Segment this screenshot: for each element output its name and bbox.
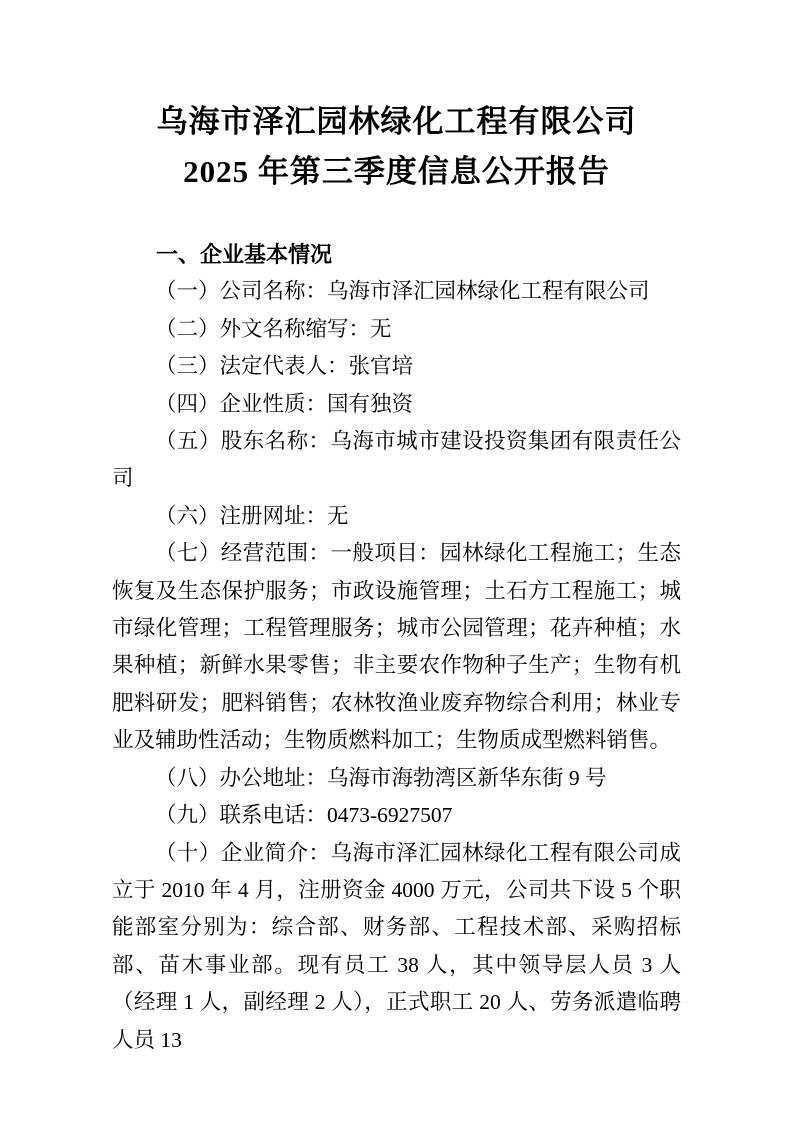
section-heading-basic-info: 一、企业基本情况 (156, 242, 333, 267)
document-title-line-2: 2025 年第三季度信息公开报告 (183, 154, 610, 189)
paragraph-contact-phone: （九）联系电话：0473-6927507 (155, 803, 453, 828)
paragraph-registered-website: （六）注册网址：无 (155, 503, 349, 528)
paragraph-foreign-name: （二）外文名称缩写：无 (155, 316, 392, 341)
paragraph-enterprise-nature: （四）企业性质：国有独资 (155, 391, 414, 416)
paragraph-business-scope: （七）经营范围：一般项目：园林绿化工程施工；生态恢复及生态保护服务；市政设施管理；土石方工程施工；城市绿化管理；工程管理服务；城市公园管理；花卉种植；水果种植；新鲜水果零售；非主要农作物种子生产；生物有机肥料研发；肥料销售；农林牧渔业废弃物综合利用；林业专业及辅助性活动；生物质燃料加工；生物质成型燃料销售。 (112, 541, 681, 753)
paragraph-office-address: （八）办公地址：乌海市海勃湾区新华东街 9 号 (155, 765, 607, 790)
paragraph-company-name: （一）公司名称：乌海市泽汇园林绿化工程有限公司 (155, 279, 650, 304)
paragraph-legal-representative: （三）法定代表人：张官培 (155, 354, 414, 379)
paragraph-company-profile: （十）企业简介：乌海市泽汇园林绿化工程有限公司成立于 2010 年 4 月，注册资金 4000 万元，公司共下设 5 个职能部室分别为：综合部、财务部、工程技术部、采购招标部、苗木事业部。现有员工 38 人，其中领导层人员 3 人（经理 1 人，副经理 2 人），正式职工 20 人、劳务派遣临聘人员 13 (112, 840, 681, 1052)
document-title-line-1: 乌海市泽汇园林绿化工程有限公司 (156, 104, 637, 139)
paragraph-shareholder-name: （五）股东名称：乌海市城市建设投资集团有限责任公司 (112, 429, 681, 491)
document-title (112, 97, 681, 197)
